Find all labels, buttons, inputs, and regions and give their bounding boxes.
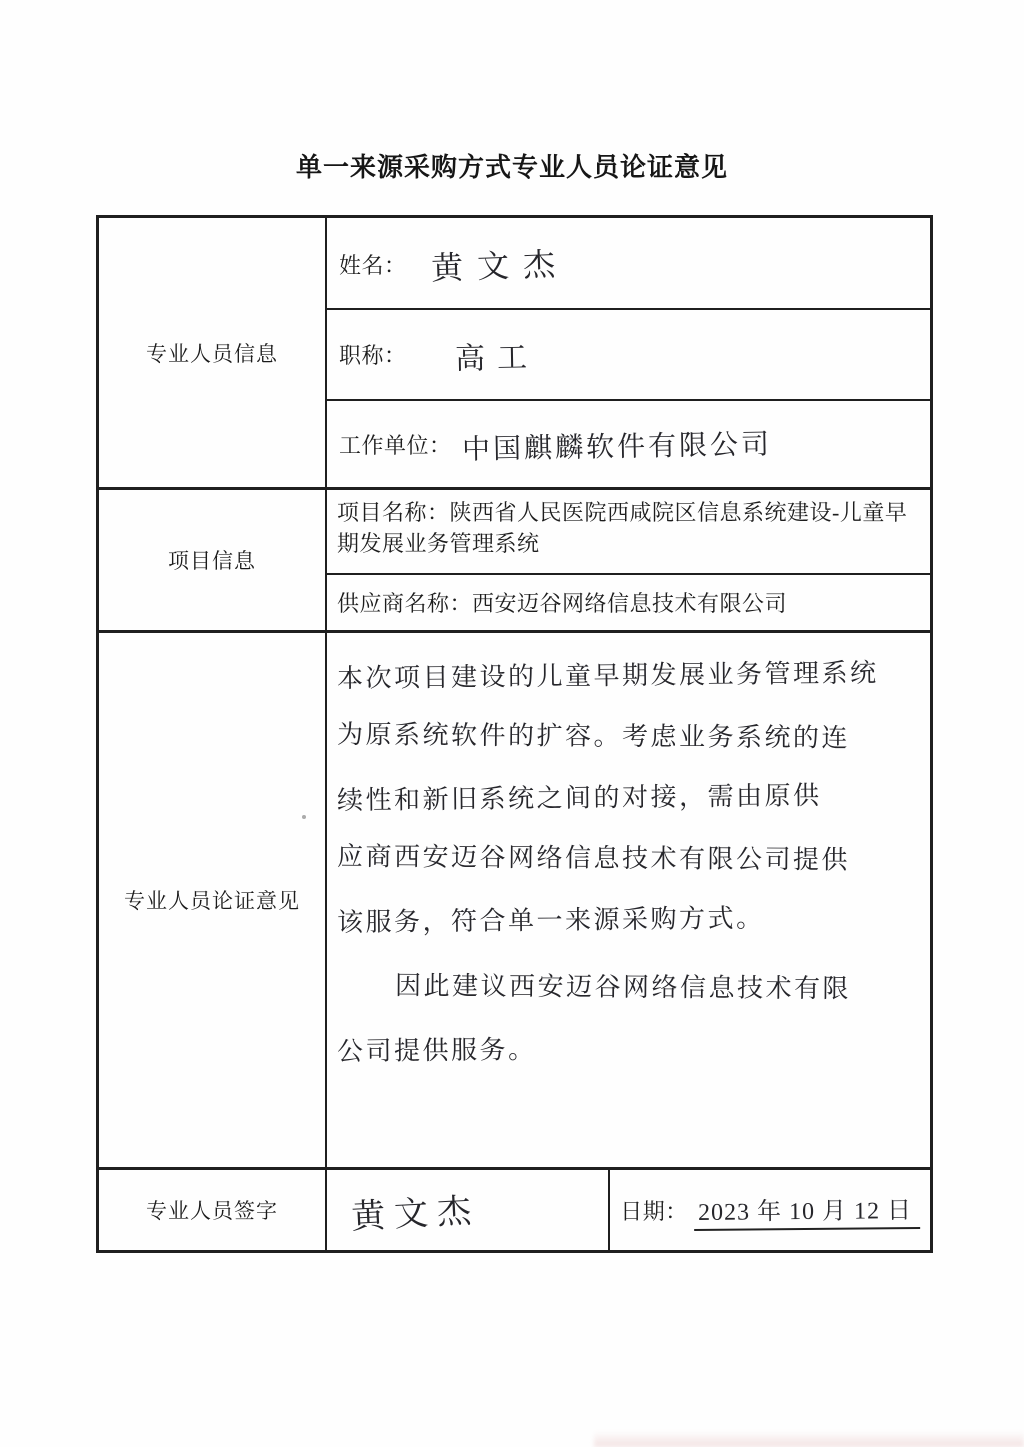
- name-row: [327, 220, 930, 308]
- document-title: 单一来源采购方式专业人员论证意见: [295, 153, 728, 182]
- personnel-section-label: 专业人员信息: [146, 341, 278, 366]
- name-handwritten-value: 黄文杰: [429, 245, 570, 287]
- date-label: 日期：: [620, 1198, 688, 1224]
- opinion-cell: [327, 633, 930, 1167]
- opinion-section-label: 专业人员论证意见: [124, 889, 300, 913]
- opinion-section-cell: [99, 633, 325, 1167]
- project-name-text: 项目名称：陕西省人民医院西咸院区信息系统建设-儿童早期发展业务管理系统: [337, 500, 908, 556]
- signature-section-label: 专业人员签字: [146, 1199, 278, 1223]
- signature-cell: [327, 1170, 608, 1250]
- opinion-line: 因此建议西安迈谷网络信息技术有限: [394, 971, 852, 1004]
- name-label: 姓名：: [339, 252, 407, 278]
- supplier-row: [327, 575, 930, 630]
- opinion-line: 应商西安迈谷网络信息技术有限公司提供: [336, 841, 851, 875]
- work-unit-label: 工作单位：: [339, 433, 452, 458]
- opinion-line: 续性和新旧系统之间的对接，需由原供: [336, 781, 822, 816]
- personnel-section-cell: [99, 218, 325, 487]
- ink-dot-artifact: [302, 815, 306, 819]
- opinion-handwritten-text: [337, 645, 926, 1079]
- scan-bleed-artifact: [594, 1431, 1024, 1447]
- date-cell: [610, 1170, 930, 1250]
- project-section-cell: [99, 490, 325, 630]
- work-unit-handwritten-value: 中国麒麟软件有限公司: [461, 428, 772, 466]
- project-section-label: 项目信息: [168, 549, 256, 573]
- signature-handwritten-value: 黄文杰: [350, 1192, 482, 1236]
- project-name-row: [327, 490, 930, 573]
- opinion-line: 该服务，符合单一来源采购方式。: [336, 903, 765, 938]
- opinion-line: 公司提供服务。: [336, 1034, 537, 1067]
- work-unit-row: [327, 402, 930, 487]
- opinion-line: 本次项目建设的儿童早期发展业务管理系统: [336, 658, 879, 694]
- opinion-line: 为原系统软件的扩容。考虑业务系统的连: [336, 719, 851, 753]
- form-table: [96, 215, 933, 1253]
- job-title-label: 职称：: [339, 343, 407, 368]
- job-title-row: [327, 310, 930, 399]
- supplier-text: 供应商名称：西安迈谷网络信息技术有限公司: [337, 591, 788, 616]
- job-title-handwritten-value: 高工: [454, 340, 539, 376]
- date-handwritten-value: 2023 年 10 月 12 日: [694, 1190, 920, 1231]
- row-divider-title-unit: [327, 399, 930, 401]
- signature-section-cell: [99, 1170, 325, 1250]
